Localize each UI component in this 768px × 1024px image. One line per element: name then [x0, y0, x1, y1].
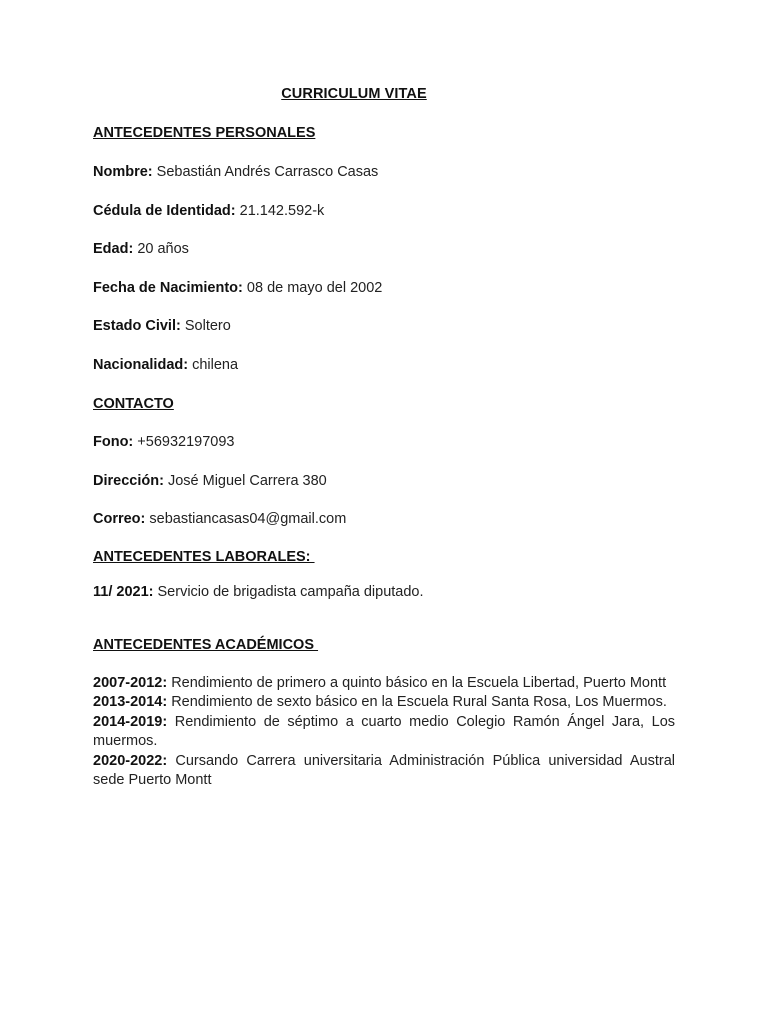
field-value: 21.142.592-k [239, 203, 325, 219]
document-title: CURRICULUM VITAE [281, 86, 427, 102]
education-entry-description: Rendimiento de sexto básico en la Escuela Rural Santa Rosa, Los Muermos. [171, 694, 667, 711]
education-entry [93, 693, 675, 712]
work-entry [93, 584, 424, 600]
field-label: Estado Civil: [93, 318, 181, 334]
field-label: Nacionalidad: [93, 357, 189, 373]
field-value: chilena [192, 357, 239, 373]
field-fecha-nacimiento [93, 280, 382, 296]
field-nacionalidad [93, 357, 238, 373]
field-correo [93, 511, 346, 527]
field-label: Dirección: [93, 473, 164, 489]
education-entry-description: Cursando Carrera universitaria Administración Pública universidad Austral sede Puerto Montt [93, 752, 675, 789]
field-value: +56932197093 [137, 434, 235, 450]
field-value: 20 años [137, 241, 189, 257]
field-value: 08 de mayo del 2002 [246, 280, 383, 296]
section-heading-personal: ANTECEDENTES PERSONALES [93, 125, 316, 141]
field-direccion [93, 473, 327, 489]
field-cedula [93, 203, 324, 219]
education-entry [93, 713, 675, 752]
work-entry-description: Servicio de brigadista campaña diputado. [157, 584, 424, 600]
field-fono [93, 434, 234, 450]
education-entry-years: 2020-2022: [93, 752, 168, 769]
section-heading-education: ANTECEDENTES ACADÉMICOS [93, 637, 319, 653]
field-value: Sebastián Andrés Carrasco Casas [156, 164, 379, 180]
field-value: Soltero [184, 318, 231, 334]
field-value: José Miguel Carrera 380 [167, 473, 327, 489]
education-entry [93, 674, 675, 693]
education-entry-years: 2014-2019: [93, 713, 168, 730]
education-entry-years: 2013-2014: [93, 694, 168, 711]
section-heading-work: ANTECEDENTES LABORALES: [93, 549, 315, 565]
education-entry-description: Rendimiento de primero a quinto básico en la Escuela Libertad, Puerto Montt [171, 675, 667, 691]
field-label: Cédula de Identidad: [93, 203, 236, 219]
field-estado-civil [93, 318, 231, 334]
field-label: Fono: [93, 434, 134, 450]
education-list [93, 674, 675, 790]
field-label: Nombre: [93, 164, 153, 180]
work-entry-date: 11/ 2021: [93, 584, 154, 600]
field-value: sebastiancasas04@gmail.com [149, 511, 347, 527]
field-label: Correo: [93, 511, 146, 527]
field-nombre [93, 164, 378, 180]
education-entry-description: Rendimiento de séptimo a cuarto medio Colegio Ramón Ángel Jara, Los muermos. [93, 713, 676, 750]
education-entry-years: 2007-2012: [93, 675, 168, 691]
section-heading-contact: CONTACTO [93, 396, 174, 412]
field-label: Edad: [93, 241, 134, 257]
education-entry [93, 752, 675, 791]
field-edad [93, 241, 189, 257]
field-label: Fecha de Nacimiento: [93, 280, 243, 296]
